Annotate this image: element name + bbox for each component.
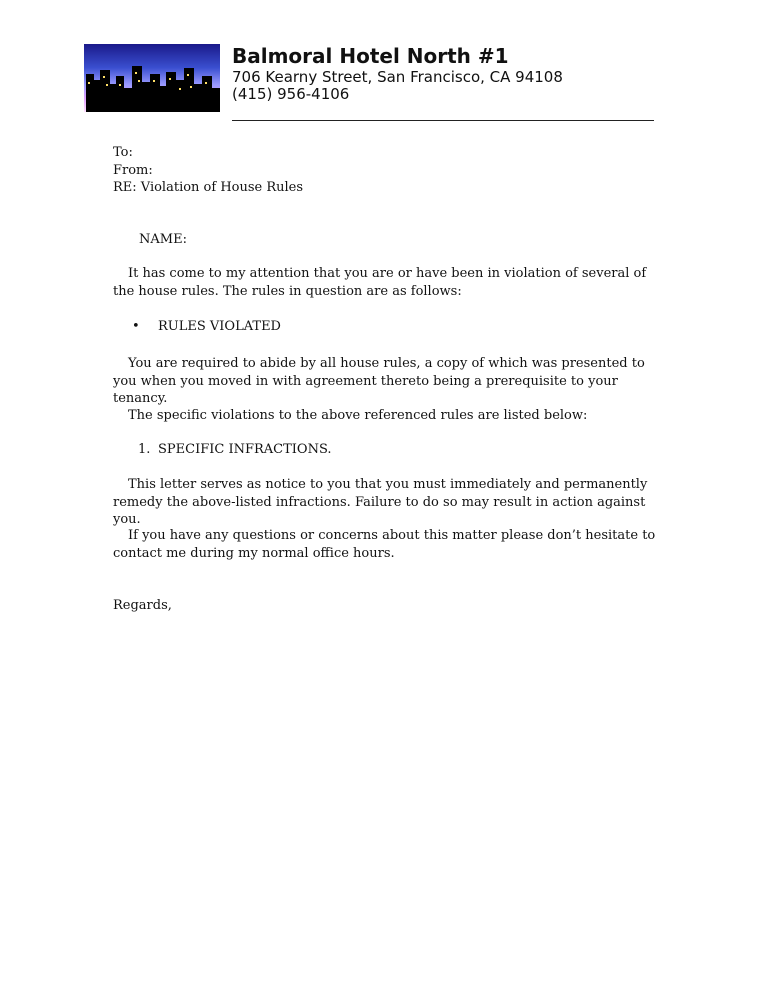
paragraph-2: You are required to abide by all house rules, a copy of which was presented to you when you moved in with agreement thereto being a prerequisite to your tenancy. xyxy=(113,356,645,406)
city-skyline-logo xyxy=(84,44,220,112)
paragraph-1: It has come to my attention that you are or have been in violation of several of the house rules. The rules in question are as follows: xyxy=(113,266,647,299)
bullet-item xyxy=(132,318,677,336)
numbered-item-text: SPECIFIC INFRACTIONS. xyxy=(158,442,332,457)
to-line: To: xyxy=(113,145,133,160)
memo-header xyxy=(113,144,658,197)
letterhead xyxy=(84,44,654,124)
hotel-phone: (415) 956-4106 xyxy=(232,85,350,103)
re-line: RE: Violation of House Rules xyxy=(113,180,304,195)
name-label: NAME: xyxy=(139,232,187,247)
bullet-item-text: RULES VIOLATED xyxy=(158,319,281,334)
bullet-marker: • xyxy=(132,319,140,334)
letterhead-divider xyxy=(232,120,654,121)
numbered-marker: 1. xyxy=(138,442,151,457)
from-line: From: xyxy=(113,162,153,178)
numbered-item xyxy=(138,441,683,459)
paragraph-3: The specific violations to the above referenced rules are listed below: xyxy=(128,408,588,423)
closing: Regards, xyxy=(113,598,172,613)
paragraph-4: This letter serves as notice to you that you must immediately and permanently remedy the above-listed infractions. Failure to do so may result in action against you. xyxy=(113,477,648,527)
paragraph-5: If you have any questions or concerns about this matter please don’t hesitate to contact me during my normal office hours. xyxy=(113,528,656,561)
hotel-address: 706 Kearny Street, San Francisco, CA 94108 xyxy=(232,68,563,86)
hotel-name: Balmoral Hotel North #1 xyxy=(232,44,509,68)
